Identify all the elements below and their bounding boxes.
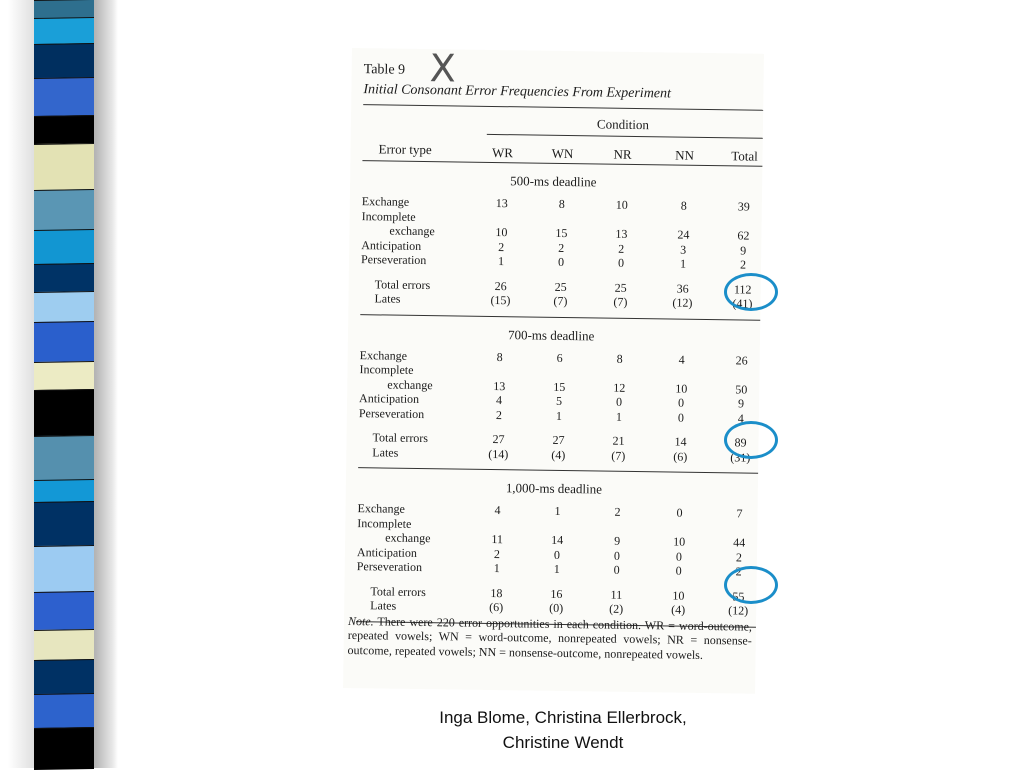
- caption-line-2: Christine Wendt: [502, 733, 624, 752]
- section-rule: [358, 467, 758, 474]
- table-cell-value: 8: [558, 196, 565, 211]
- row-label: Lates: [370, 598, 397, 613]
- table-cell-value: 44: [733, 535, 746, 550]
- row-label: exchange: [385, 530, 431, 546]
- section-heading: 700-ms deadline: [507, 326, 595, 343]
- table-cell-value: 2: [618, 241, 625, 256]
- table-cell-value: 18: [490, 585, 503, 600]
- table-cell-value: 0: [675, 549, 683, 564]
- table-cell-value: 21: [612, 433, 625, 448]
- table-cell-value: 8: [680, 198, 687, 213]
- row-label: Total errors: [370, 583, 426, 599]
- row-label: Anticipation: [361, 237, 422, 253]
- table-cell-value: 1: [497, 254, 505, 269]
- table-cell-value: 39: [737, 199, 750, 214]
- table-cell-value: (4): [551, 447, 566, 462]
- table-cell-value: (7): [613, 294, 628, 309]
- row-label: Incomplete: [359, 362, 414, 377]
- table-cell-value: (7): [611, 448, 626, 463]
- table-cell-value: 15: [553, 379, 566, 394]
- table-cell-value: 11: [491, 531, 504, 547]
- table-cell-value: 4: [678, 352, 685, 367]
- table-cell-value: 0: [615, 394, 623, 409]
- row-label: Total errors: [374, 276, 431, 292]
- row-label: Total errors: [372, 430, 429, 446]
- row-label: Exchange: [361, 194, 410, 209]
- table-cell-value: 10: [615, 197, 628, 212]
- table-title: Initial Consonant Error Frequencies From Experiment: [363, 82, 672, 102]
- stripe-band: [34, 115, 94, 146]
- table-cell-value: 14: [551, 532, 564, 547]
- column-header-error-type: Error type: [378, 141, 432, 158]
- stripe-band: [34, 291, 94, 324]
- highlight-circle-500ms: [724, 273, 778, 311]
- table-cell-value: 0: [613, 548, 621, 563]
- table-cell-value: 25: [614, 280, 627, 295]
- table-cell-value: 1: [679, 256, 687, 271]
- scanned-table-page: [343, 48, 764, 694]
- column-header: WR: [491, 144, 514, 161]
- row-label: Anticipation: [359, 391, 420, 406]
- table-cell-value: 10: [672, 588, 685, 603]
- stripe-band: [34, 263, 94, 294]
- table-cell-value: (6): [673, 449, 688, 464]
- table-cell-value: 7: [736, 506, 743, 521]
- table-cell-value: 9: [740, 242, 747, 258]
- row-label: exchange: [389, 223, 435, 239]
- stripe-band: [34, 435, 94, 482]
- table-cell-value: 1: [493, 561, 500, 576]
- table-cell-value: 1: [553, 561, 560, 576]
- stripe-band: [34, 727, 94, 770]
- note-label: Note.: [347, 614, 374, 629]
- stripe-band: [34, 189, 94, 232]
- stripe-band: [34, 693, 94, 730]
- table-cell-value: (6): [489, 599, 504, 615]
- table-cell-value: 10: [673, 534, 686, 549]
- table-cell-value: 24: [677, 227, 690, 242]
- stripe-band: [34, 629, 94, 662]
- table-cell-value: 25: [554, 279, 567, 294]
- table-cell-value: 0: [675, 563, 682, 578]
- table-cell-value: 0: [553, 547, 561, 562]
- table-cell-value: 2: [739, 257, 747, 272]
- table-cell-value: 0: [677, 410, 684, 425]
- table-cell-value: 8: [496, 349, 503, 364]
- stripe-band: [34, 361, 94, 392]
- stripe-band: [34, 321, 94, 364]
- stripe-band: [34, 389, 94, 438]
- table-cell-value: (2): [609, 601, 624, 616]
- table-cell-value: 0: [676, 505, 683, 520]
- section-heading: 1,000-ms deadline: [505, 480, 603, 497]
- stripe-band: [34, 659, 94, 696]
- row-label: exchange: [387, 377, 433, 392]
- table-cell-value: 10: [675, 381, 688, 396]
- table-cell-value: (12): [672, 295, 693, 310]
- table-cell-value: (15): [490, 292, 511, 308]
- table-cell-value: (7): [553, 293, 568, 309]
- row-label: Anticipation: [356, 544, 418, 560]
- condition-rule: [487, 134, 763, 139]
- stripe-band: [34, 545, 94, 594]
- table-cell-value: (4): [671, 602, 686, 617]
- table-cell-value: 89: [734, 435, 747, 450]
- table-cell-value: 2: [495, 407, 502, 422]
- table-cell-value: 0: [613, 562, 620, 577]
- table-cell-value: (14): [488, 446, 509, 461]
- table-cell-value: 10: [495, 225, 508, 240]
- table-cell-value: 2: [735, 564, 742, 579]
- table-cell-value: (12): [728, 603, 749, 618]
- caption-line-1: Inga Blome, Christina Ellerbrock,: [439, 708, 687, 727]
- row-label: Incomplete: [357, 515, 412, 531]
- row-label: Perseveration: [356, 559, 423, 575]
- table-cell-value: 5: [555, 393, 563, 408]
- row-label: Exchange: [359, 347, 408, 363]
- table-cell-value: (41): [732, 296, 753, 311]
- section-heading: 500-ms deadline: [510, 173, 597, 190]
- table-cell-value: 9: [737, 396, 745, 411]
- stripe-band: [34, 143, 94, 192]
- column-header: WN: [551, 145, 574, 162]
- table-cell-value: 3: [680, 242, 687, 257]
- table-cell-value: 2: [614, 504, 621, 519]
- stripe-band: [34, 77, 94, 118]
- table-cell-value: 13: [615, 226, 628, 241]
- table-label: Table 9: [363, 62, 406, 78]
- row-label: Incomplete: [361, 208, 416, 224]
- handwritten-x-mark: X: [429, 46, 457, 91]
- table-cell-value: 55: [732, 588, 745, 604]
- table-cell-value: 62: [737, 228, 750, 243]
- table-cell-value: 26: [735, 352, 748, 368]
- row-label: Exchange: [357, 501, 405, 516]
- table-cell-value: 1: [555, 408, 562, 423]
- stripe-band: [34, 591, 94, 632]
- table-cell-value: 12: [613, 380, 626, 395]
- table-cell-value: 2: [558, 240, 565, 255]
- table-cell-value: 26: [494, 278, 507, 293]
- stripe-band: [34, 501, 94, 548]
- table-cell-value: 13: [493, 378, 506, 393]
- table-note: [347, 614, 752, 663]
- table-cell-value: 112: [733, 281, 752, 297]
- table-cell-value: 16: [550, 586, 563, 601]
- table-cell-value: 0: [617, 255, 625, 270]
- table-cell-value: 14: [674, 434, 687, 449]
- table-cell-value: 4: [737, 410, 744, 426]
- table-cell-value: 4: [496, 393, 503, 408]
- table-cell-value: 0: [557, 254, 565, 269]
- stripe-band: [34, 17, 94, 46]
- table-cell-value: 8: [616, 351, 623, 366]
- row-label: Lates: [372, 444, 399, 460]
- stripe-band: [34, 229, 94, 266]
- row-label: Perseveration: [358, 405, 425, 421]
- table-cell-value: 2: [735, 549, 743, 564]
- column-header: NN: [675, 147, 695, 163]
- highlight-circle-1000ms: [724, 566, 778, 604]
- table-cell-value: 4: [494, 503, 501, 518]
- table-cell-value: 6: [556, 350, 563, 365]
- table-cell-value: 27: [552, 432, 565, 448]
- table-cell-value: 13: [495, 196, 508, 211]
- table-cell-value: 2: [498, 239, 505, 254]
- table-cell-value: (31): [730, 449, 751, 465]
- table-cell-value: 9: [614, 533, 621, 548]
- column-header: NR: [613, 146, 632, 162]
- table-cell-value: 50: [735, 381, 748, 397]
- table-cell-value: 36: [676, 281, 689, 296]
- table-cell-value: 0: [677, 395, 685, 410]
- note-text: There were 220 error opportunities in each condition. WR = word-outcome, repeated vowels; WN = word-outcome, nonrepeated vowels; NR = nonsense-outcome, repeated vowels; NN = nonsense-outcome, nonrepeated vowels.: [347, 614, 753, 662]
- table-cell-value: (0): [549, 600, 564, 616]
- section-rule: [360, 314, 760, 321]
- row-label: Lates: [374, 291, 401, 306]
- table-cell-value: 27: [492, 432, 505, 447]
- top-rule: [363, 104, 763, 111]
- table-cell-value: 11: [610, 587, 623, 602]
- author-caption: [380, 705, 746, 755]
- row-label: Perseveration: [360, 252, 427, 268]
- stripe-band: [34, 43, 94, 80]
- table-cell-value: 1: [554, 503, 561, 518]
- table-cell-value: 2: [493, 546, 501, 561]
- decorative-side-stripe: [34, 0, 94, 768]
- table-cell-value: 1: [615, 409, 622, 424]
- condition-heading: Condition: [596, 116, 650, 133]
- highlight-circle-700ms: [724, 421, 778, 459]
- column-header: Total: [731, 148, 758, 164]
- table-cell-value: 15: [555, 225, 568, 241]
